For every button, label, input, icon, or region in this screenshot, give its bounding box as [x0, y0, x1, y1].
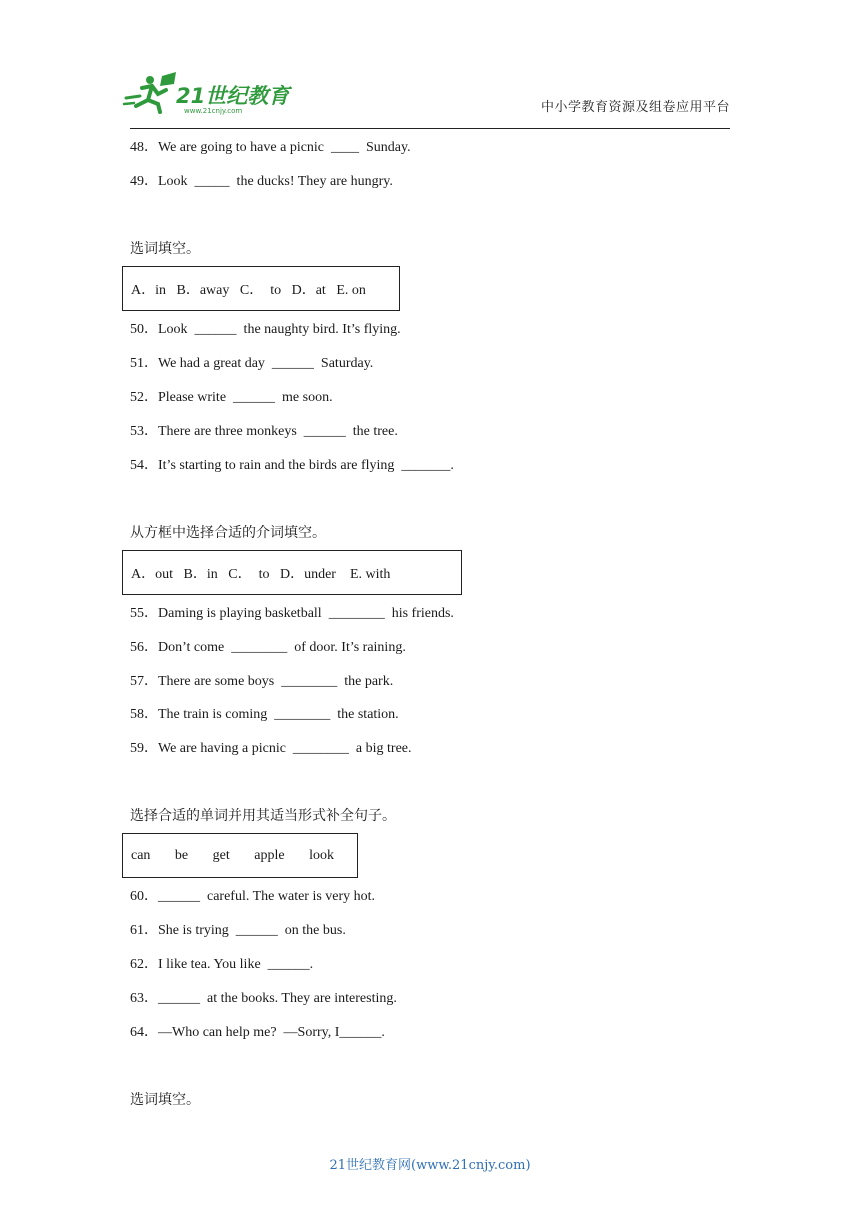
question-51: 51．We had a great day ______ Saturday. — [130, 356, 374, 371]
section-title-2: 从方框中选择合适的介词填空。 — [130, 525, 326, 541]
header-platform-text: 中小学教育资源及组卷应用平台 — [540, 100, 730, 115]
logo-21cnjy — [122, 70, 292, 116]
footer-link[interactable]: 21世纪教育网(www.21cnjy.com) — [329, 1158, 531, 1173]
question-55: 55．Daming is playing basketball ________ his friends. — [130, 606, 454, 621]
question-60: 60．______ careful. The water is very hot. — [130, 889, 376, 904]
header-divider — [130, 128, 730, 129]
question-53: 53．There are three monkeys ______ the tree. — [130, 424, 398, 439]
svg-text:21世纪教育: 21世纪教育 — [176, 84, 290, 108]
question-56: 56．Don’t come ________ of door. It’s raining. — [130, 640, 406, 655]
section-title-1: 选词填空。 — [130, 241, 200, 257]
section-title-4: 选词填空。 — [130, 1092, 200, 1108]
question-52: 52．Please write ______ me soon. — [130, 390, 333, 405]
svg-text:www.21cnjy.com: www.21cnjy.com — [184, 107, 243, 115]
question-57: 57．There are some boys ________ the park. — [130, 674, 394, 689]
question-54: 54．It’s starting to rain and the birds are flying _______. — [130, 458, 454, 473]
question-49: 49．Look _____ the ducks! They are hungry. — [130, 174, 393, 189]
options-box-1: A．in B．away C． to D．at E. on — [122, 266, 400, 311]
question-48: 48．We are going to have a picnic ____ Sunday. — [130, 140, 411, 155]
section-title-3: 选择合适的单词并用其适当形式补全句子。 — [130, 808, 396, 824]
page-header — [122, 66, 730, 130]
question-64: 64．—Who can help me? —Sorry, I______. — [130, 1025, 385, 1040]
options-box-2: A．out B．in C． to D．under E. with — [122, 550, 462, 595]
options-box-3: can be get apple look — [122, 833, 358, 878]
question-63: 63．______ at the books. They are interesting. — [130, 991, 397, 1006]
question-61: 61．She is trying ______ on the bus. — [130, 923, 346, 938]
question-59: 59．We are having a picnic ________ a big tree. — [130, 741, 412, 756]
question-58: 58．The train is coming ________ the station. — [130, 707, 399, 722]
question-50: 50．Look ______ the naughty bird. It’s flying. — [130, 322, 401, 337]
question-62: 62．I like tea. You like ______. — [130, 957, 314, 972]
